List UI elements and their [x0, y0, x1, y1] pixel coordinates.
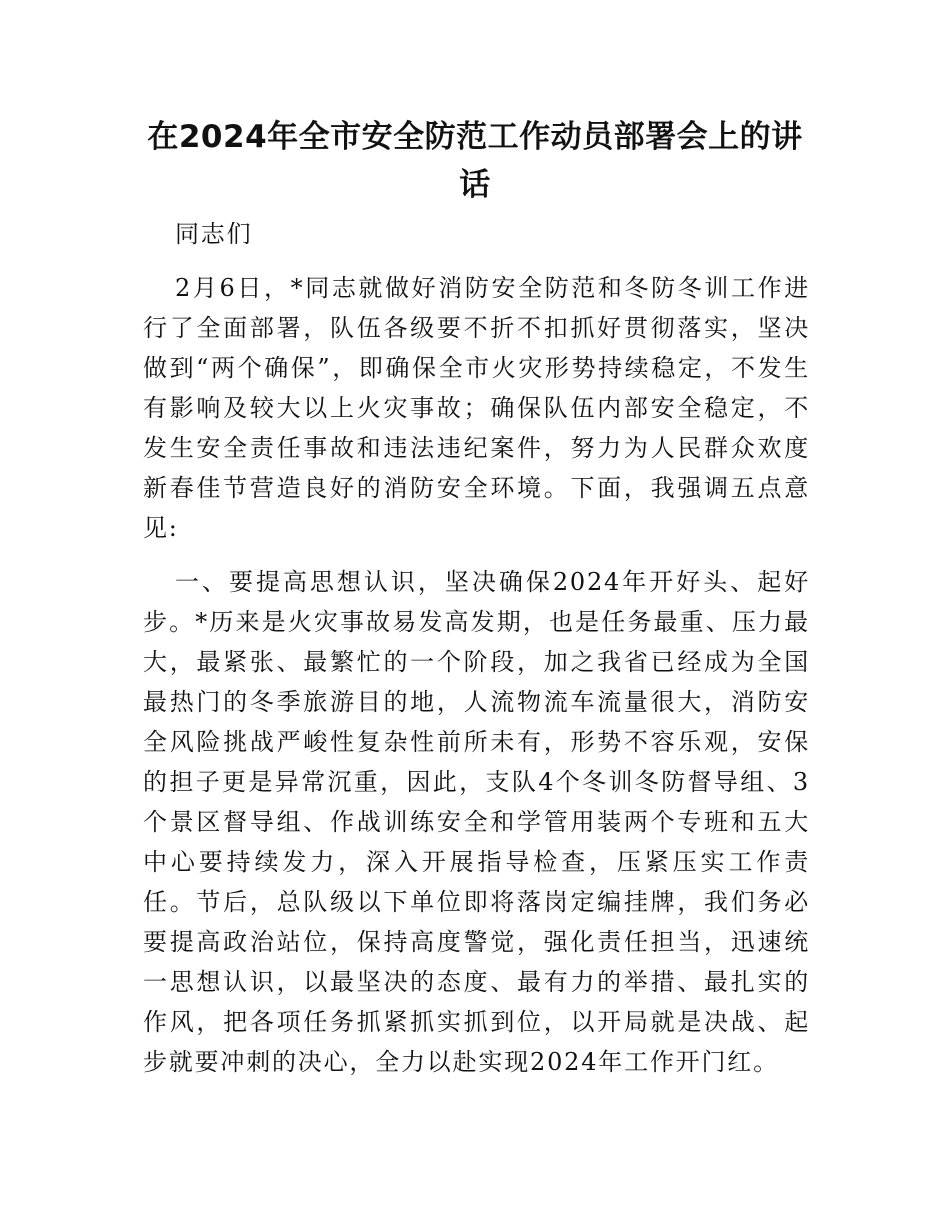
paragraph-intro: 2月6日，*同志就做好消防安全防范和冬防冬训工作进行了全面部署，队伍各级要不折不扣抓好贯彻落实，坚决做到“两个确保”，即确保全市火灾形势持续稳定，不发生有影响及较大以上火灾事故；确保队伍内部安全稳定，不发生安全责任事故和违法违纪案件，努力为人民群众欢度新春佳节营造良好的消防安全环境。下面，我强调五点意见: [143, 274, 810, 542]
document-body [143, 214, 810, 1096]
salutation: 同志们 [175, 220, 253, 248]
document-title: 在2024年全市安全防范工作动员部署会上的讲话 [147, 119, 803, 203]
paragraph-section-one: 一、要提高思想认识，坚决确保2024年开好头、起好步。*历来是火灾事故易发高发期，也是任务最重、压力最大，最紧张、最繁忙的一个阶段，加之我省已经成为全国最热门的冬季旅游目的地，人流物流车流量很大，消防安全风险挑战严峻性复杂性前所未有，形势不容乐观，安保的担子更是异常沉重，因此，支队4个冬训冬防督导组、3个景区督导组、作战训练安全和学管用装两个专班和五大中心要持续发力，深入开展指导检查，压紧压实工作责任。节后，总队级以下单位即将落岗定编挂牌，我们务必要提高政治站位，保持高度警觉，强化责任担当，迅速统一思想认识，以最坚决的态度、最有力的举措、最扎实的作风，把各项任务抓紧抓实抓到位，以开局就是决战、起步就要冲刺的决心，全力以赴实现2024年工作开门红。 [143, 568, 810, 1076]
